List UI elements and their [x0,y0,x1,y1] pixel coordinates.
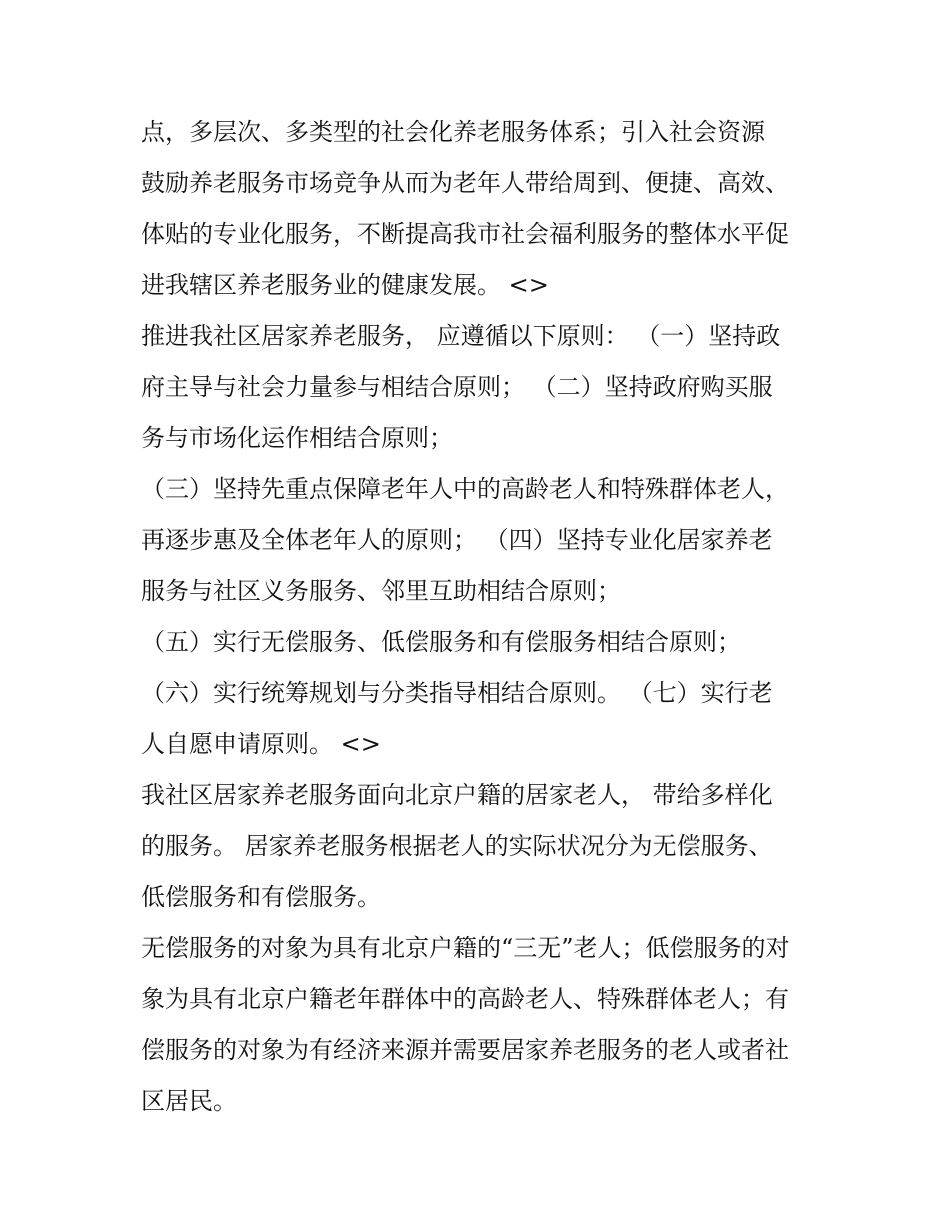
text-line: （五）实行无偿服务、低偿服务和有偿服务相结合原则； [141,628,741,656]
text-line: 再逐步惠及全体老年人的原则； （四）坚持专业化居家养老 [141,526,773,554]
text-line: 象为具有北京户籍老年群体中的高龄老人、特殊群体老人；有 [141,985,789,1013]
text-line: 偿服务的对象为有经济来源并需要居家养老服务的老人或者社 [141,1036,789,1064]
body-text [141,107,821,1127]
text-line: 推进我社区居家养老服务， 应遵循以下原则： （一）坚持政 [141,322,781,350]
text-line: 点，多层次、多类型的社会化养老服务体系；引入社会资源 [141,118,765,146]
text-line: 服务与社区义务服务、邻里互助相结合原则； [141,577,621,605]
text-line: 无偿服务的对象为具有北京户籍的“三无”老人；低偿服务的对 [141,934,790,962]
text-line: 务与市场化运作相结合原则； [141,424,453,452]
text-line: 进我辖区养老服务业的健康发展。 <> [141,271,549,299]
text-line: 区居民。 [141,1087,237,1115]
text-line: 鼓励养老服务市场竞争从而为老年人带给周到、便捷、高效、 [141,169,789,197]
text-line: 我社区居家养老服务面向北京户籍的居家老人， 带给多样化 [141,781,773,809]
text-line: （三）坚持先重点保障老年人中的高龄老人和特殊群体老人， [141,475,789,503]
text-line: 体贴的专业化服务，不断提高我市社会福利服务的整体水平促 [141,220,789,248]
text-line: 人自愿申请原则。 <> [141,730,381,758]
text-line: 府主导与社会力量参与相结合原则； （二）坚持政府购买服 [141,373,773,401]
text-line: 低偿服务和有偿服务。 [141,883,381,911]
text-line: （六）实行统筹规划与分类指导相结合原则。 （七）实行老 [141,679,773,707]
text-line: 的服务。 居家养老服务根据老人的实际状况分为无偿服务、 [141,832,773,860]
